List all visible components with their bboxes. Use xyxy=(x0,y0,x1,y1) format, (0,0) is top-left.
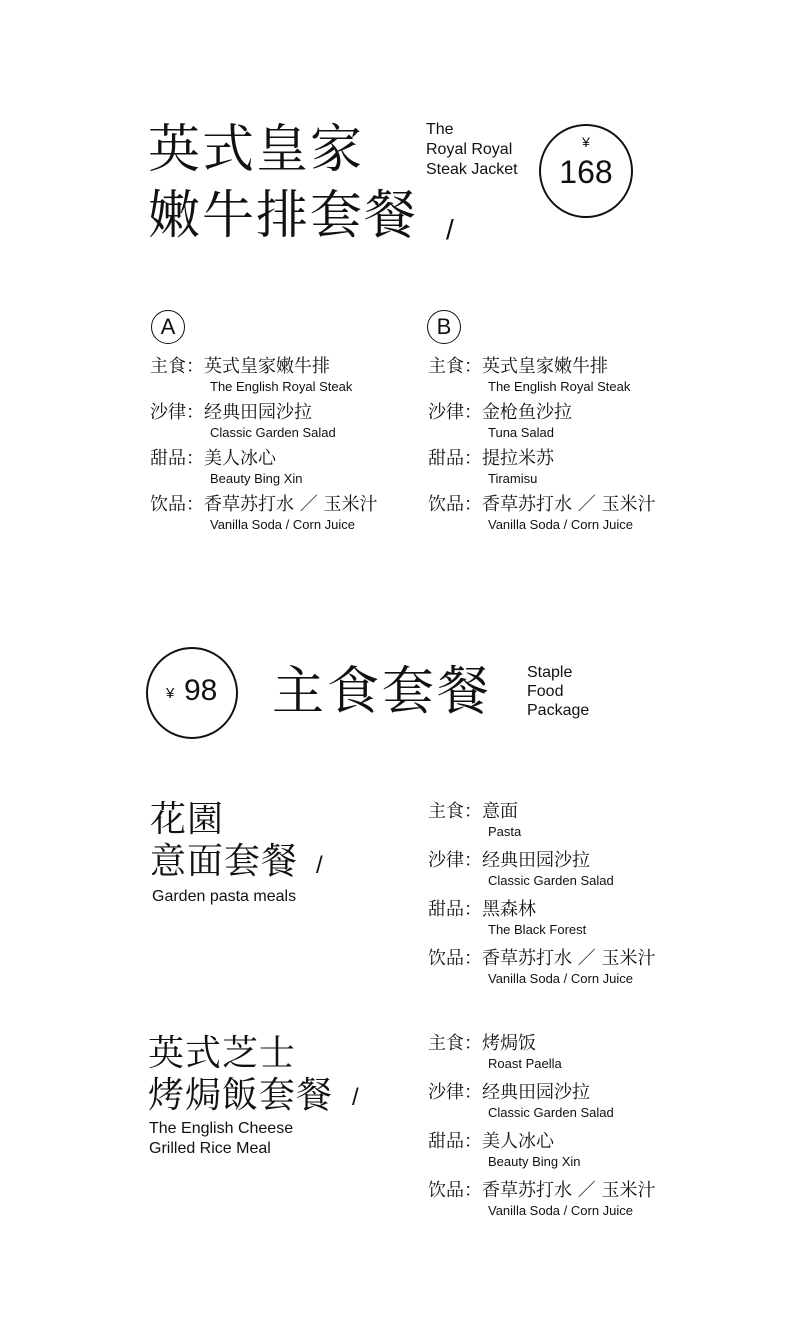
royal-title-line1: 英式皇家 xyxy=(148,120,365,180)
menu-item-row xyxy=(428,1081,614,1105)
menu-item xyxy=(150,401,336,441)
menu-item xyxy=(428,1081,614,1121)
royal-en-line2: Royal Royal xyxy=(426,141,513,158)
menu-item-row xyxy=(150,493,377,517)
menu-item-en: Tiramisu xyxy=(488,471,538,486)
menu-item-row xyxy=(428,447,554,471)
menu-item-en: Beauty Bing Xin xyxy=(488,1154,581,1169)
menu-item-label: 甜品： xyxy=(150,448,204,469)
royal-price: 168 xyxy=(559,154,613,190)
menu-item-cn: 烤焗饭 xyxy=(482,1033,536,1054)
menu-item-en: Tuna Salad xyxy=(488,425,555,440)
menu-item-cn: 黑森林 xyxy=(482,899,536,920)
menu-item-label: 饮品： xyxy=(428,1180,482,1201)
menu-item-label: 甜品： xyxy=(428,1131,482,1152)
menu-item xyxy=(428,1032,562,1072)
menu-item xyxy=(428,1179,655,1219)
menu-item-label: 沙律： xyxy=(150,402,204,423)
menu-item xyxy=(150,447,303,487)
menu-item xyxy=(428,1130,581,1170)
menu-item-en: Classic Garden Salad xyxy=(488,873,614,888)
menu-item xyxy=(428,800,521,840)
staple-en-line3: Package xyxy=(527,702,590,719)
menu-item-en: Vanilla Soda / Corn Juice xyxy=(488,1203,634,1218)
staple-en-title xyxy=(527,663,589,720)
option-b-badge: B xyxy=(427,310,461,344)
royal-en-title xyxy=(426,120,518,180)
menu-item-cn: 香草苏打水 ／ 玉米汁 xyxy=(482,494,656,515)
staple-en-line2: Food xyxy=(527,683,564,700)
menu-item-label: 饮品： xyxy=(150,494,204,515)
menu-item xyxy=(150,355,352,395)
menu-item-row xyxy=(428,1179,655,1203)
menu-item xyxy=(428,898,586,938)
menu-item-en: Roast Paella xyxy=(488,1056,562,1071)
menu-item-label: 饮品： xyxy=(428,494,482,515)
menu-item-label: 沙律： xyxy=(428,850,482,871)
royal-en-line3: Steak Jacket xyxy=(426,161,518,178)
menu-item-en: Vanilla Soda / Corn Juice xyxy=(488,971,634,986)
garden-title-line1: 花園 xyxy=(150,799,225,840)
menu-item-en: Classic Garden Salad xyxy=(210,425,336,440)
menu-item-cn: 香草苏打水 ／ 玉米汁 xyxy=(482,948,656,969)
menu-item xyxy=(428,355,630,395)
menu-item xyxy=(150,493,377,533)
menu-item-en: Vanilla Soda / Corn Juice xyxy=(210,517,356,532)
menu-item-row xyxy=(428,849,614,873)
menu-item-row xyxy=(428,355,630,379)
menu-item-cn: 意面 xyxy=(482,801,518,822)
menu-item-row xyxy=(428,1032,562,1056)
menu-item-label: 饮品： xyxy=(428,948,482,969)
garden-en-title: Garden pasta meals xyxy=(152,888,297,905)
menu-item-row xyxy=(428,1130,581,1154)
menu-item xyxy=(428,947,655,987)
menu-item-cn: 提拉米苏 xyxy=(482,448,554,469)
royal-price-badge xyxy=(539,124,633,218)
royal-slash: / xyxy=(446,214,454,245)
menu-item xyxy=(428,849,614,889)
menu-item xyxy=(428,493,655,533)
menu-item-row xyxy=(428,401,572,425)
cheese-en-title xyxy=(149,1119,293,1159)
menu-item-label: 甜品： xyxy=(428,899,482,920)
menu-item xyxy=(428,447,554,487)
staple-price-badge xyxy=(146,647,238,739)
staple-price: 98 xyxy=(184,674,218,707)
cheese-title-line1: 英式芝士 xyxy=(148,1033,297,1074)
menu-item-en: Vanilla Soda / Corn Juice xyxy=(488,517,634,532)
menu-item-label: 主食： xyxy=(428,356,482,377)
menu-item-row xyxy=(428,898,586,922)
menu-item-cn: 香草苏打水 ／ 玉米汁 xyxy=(482,1180,656,1201)
menu-item-label: 沙律： xyxy=(428,402,482,423)
menu-item-row xyxy=(428,800,521,824)
menu-item-cn: 经典田园沙拉 xyxy=(482,850,590,871)
menu-item-cn: 美人冰心 xyxy=(204,448,276,469)
cheese-slash: / xyxy=(352,1084,359,1111)
royal-title-line2: 嫩牛排套餐 xyxy=(148,186,419,246)
cheese-en-line2: Grilled Rice Meal xyxy=(149,1140,271,1157)
menu-item-label: 主食： xyxy=(428,1033,482,1054)
menu-item xyxy=(428,401,572,441)
menu-item-label: 甜品： xyxy=(428,448,482,469)
staple-en-line1: Staple xyxy=(527,664,573,681)
staple-title: 主食套餐 xyxy=(272,662,493,722)
menu-item-en: The Black Forest xyxy=(488,922,587,937)
menu-item-row xyxy=(428,493,655,517)
menu-item-label: 主食： xyxy=(428,801,482,822)
menu-item-cn: 金枪鱼沙拉 xyxy=(482,402,572,423)
cheese-en-line1: The English Cheese xyxy=(149,1120,294,1137)
menu-item-en: The English Royal Steak xyxy=(488,379,631,394)
royal-currency: ¥ xyxy=(582,134,590,150)
menu-item-cn: 经典田园沙拉 xyxy=(204,402,312,423)
menu-item-row xyxy=(150,401,336,425)
staple-currency: ¥ xyxy=(166,685,175,702)
garden-title-line2: 意面套餐 xyxy=(150,841,299,882)
cheese-title-line2: 烤焗飯套餐 xyxy=(148,1075,334,1116)
option-a-badge: A xyxy=(151,310,185,344)
menu-item-cn: 经典田园沙拉 xyxy=(482,1082,590,1103)
menu-item-cn: 香草苏打水 ／ 玉米汁 xyxy=(204,494,378,515)
menu-item-cn: 英式皇家嫩牛排 xyxy=(482,356,608,377)
menu-item-row xyxy=(428,947,655,971)
menu-item-en: The English Royal Steak xyxy=(210,379,353,394)
royal-en-line1: The xyxy=(426,121,454,138)
menu-item-en: Pasta xyxy=(488,824,522,839)
menu-item-en: Classic Garden Salad xyxy=(488,1105,614,1120)
menu-item-row xyxy=(150,355,352,379)
menu-item-en: Beauty Bing Xin xyxy=(210,471,303,486)
menu-item-label: 沙律： xyxy=(428,1082,482,1103)
menu-item-cn: 英式皇家嫩牛排 xyxy=(204,356,330,377)
menu-item-row xyxy=(150,447,303,471)
menu-item-cn: 美人冰心 xyxy=(482,1131,554,1152)
garden-slash: / xyxy=(316,852,323,879)
menu-item-label: 主食： xyxy=(150,356,204,377)
